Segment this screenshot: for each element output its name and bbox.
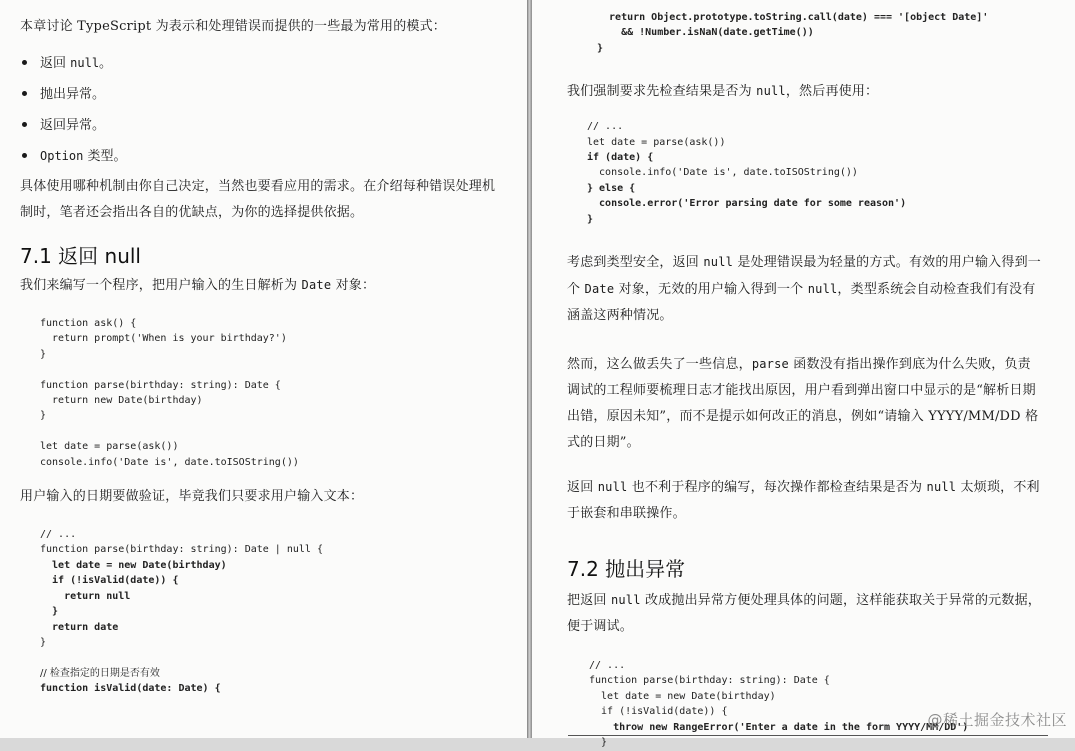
lost-info-paragraph: 然而，这么做丢失了一些信息，parse 函数没有指出操作到底为什么失败，负责调试的工程师要梳理日志才能找出原因，用户看到弹出窗口中显示的是“解析日期出错，原因未知”，而不是提示如何改正的消息，例如“请输入 YYYY/MM/DD 格式的日期”。: [567, 357, 1039, 451]
code-line: console.info('Date is', date.toISOString()): [587, 167, 858, 179]
code-line: function ask() {: [40, 318, 137, 329]
code-line: }: [597, 42, 604, 54]
code-line: }: [589, 737, 608, 749]
code-block-check-null: [587, 119, 1041, 227]
list-item: 返回异常。: [20, 110, 507, 141]
code-block-throw: [589, 658, 1041, 750]
bullet-icon: [22, 153, 27, 158]
code-line: function isValid(date: Date) {: [40, 683, 221, 695]
code-line: let date = new Date(birthday): [589, 690, 776, 702]
throw-paragraph: 把返回 null 改成抛出异常方便处理具体的问题，这样能获取关于异常的元数据，便于调试。: [567, 593, 1041, 635]
code-line: if (!isValid(date)) {: [589, 706, 728, 718]
code-line: // 检查指定的日期是否有效: [40, 667, 160, 679]
validate-paragraph: 用户输入的日期要做验证，毕竟我们只要求用户输入文本：: [20, 489, 364, 505]
code-line: let date = parse(ask()): [587, 136, 726, 148]
chapter-intro: 本章讨论 TypeScript 为表示和处理错误而提供的一些最为常用的模式：: [20, 19, 446, 34]
code-line: // ...: [589, 660, 626, 672]
code-line: return null: [40, 590, 131, 602]
code-line: [40, 424, 507, 439]
code-line: [40, 362, 507, 377]
section-title-7-2: 7.2 抛出异常: [567, 557, 686, 582]
code-line: }: [40, 348, 47, 360]
code-line: if (date) {: [587, 152, 654, 164]
code-line: } else {: [587, 182, 636, 194]
code-line: // ...: [40, 529, 77, 541]
code-block-ask-parse: [40, 316, 507, 470]
page-footer-rule: [568, 735, 1048, 736]
code-line: }: [587, 213, 594, 225]
code-line: function parse(birthday: string): Date | null {: [40, 544, 323, 556]
code-line: && !Number.isNaN(date.getTime()): [597, 27, 814, 39]
section-title-7-1: 7.1 返回 null: [20, 244, 141, 268]
code-block-isvalid-tail: [597, 10, 1041, 56]
code-line: return new Date(birthday): [40, 395, 203, 407]
code-line: // ...: [587, 121, 624, 133]
list-item: 抛出异常。: [20, 79, 507, 110]
bullet-icon: [22, 122, 27, 127]
watermark: @稀土掘金技术社区: [927, 711, 1067, 729]
code-line: return date: [40, 621, 119, 633]
list-item: 返回 null。: [20, 48, 507, 79]
bullet-icon: [22, 60, 27, 65]
compose-paragraph: 返回 null 也不利于程序的编写，每次操作都检查结果是否为 null 太烦琐，不利于嵌套和串联操作。: [567, 480, 1040, 522]
code-line: }: [40, 636, 47, 648]
code-line: function parse(birthday: string): Date {: [40, 379, 281, 391]
code-line: function parse(birthday: string): Date {: [589, 675, 830, 687]
code-line: if (!isValid(date)) {: [40, 575, 179, 587]
code-line: }: [40, 410, 47, 422]
code-line: let date = parse(ask()): [40, 441, 179, 453]
force-check-paragraph: 我们强制要求先检查结果是否为 null，然后再使用：: [567, 84, 879, 100]
type-safety-paragraph: 考虑到类型安全，返回 null 是处理错误最为轻量的方式。有效的用户输入得到一个 Date 对象，无效的用户输入得到一个 null，类型系统会自动检查我们有没有涵盖这两种情况。: [567, 255, 1041, 324]
left-page: [0, 0, 527, 738]
code-line: console.error('Error parsing date for some reason'): [587, 198, 907, 210]
code-line: return Object.prototype.toString.call(date) === '[object Date]': [597, 12, 989, 23]
section-7-1-intro: 我们来编写一个程序，把用户输入的生日解析为 Date 对象：: [20, 278, 376, 293]
error-pattern-list: [20, 48, 507, 172]
choice-paragraph: 具体使用哪种机制由你自己决定，当然也要看应用的需求。在介绍每种错误处理机制时，笔者还会指出各自的优缺点，为你的选择提供依据。: [20, 179, 496, 220]
code-block-validate: [40, 527, 507, 696]
list-item: Option 类型。: [20, 141, 507, 172]
code-line: let date = new Date(birthday): [40, 559, 227, 571]
code-line: throw new RangeError('Enter a date in the form YYYY/MM/DD'): [589, 721, 969, 733]
code-line: return prompt('When is your birthday?'): [40, 333, 287, 345]
code-line: console.info('Date is', date.toISOString()): [40, 456, 299, 468]
code-line: [40, 650, 507, 665]
right-page: [532, 0, 1075, 749]
code-line: }: [40, 606, 59, 618]
bullet-icon: [22, 91, 27, 96]
